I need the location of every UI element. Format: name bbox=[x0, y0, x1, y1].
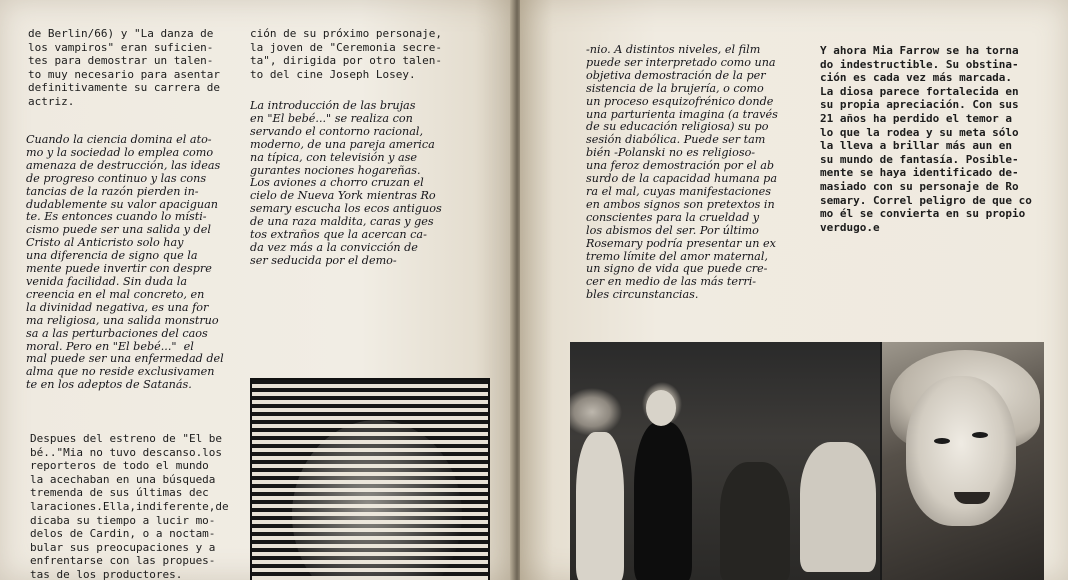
woman-figure bbox=[576, 432, 624, 580]
left-col2-handwritten-text: La introducción de las brujas en "El bebé..." se realiza con servando el contorno racional, moderno, de una pareja america na típica, con televisión y ase gurantes nociones hogareñas. Los aviones a chorro cruzan el cielo de Nueva York mientras Ro semary escucha los ecos antiguos de una raza maldita, caras y ges tos extraños que la acercan ca- da vez más a la convicción de ser seducida por el demo- bbox=[250, 100, 442, 267]
man-head bbox=[646, 390, 676, 426]
portrait-mouth bbox=[954, 492, 990, 504]
left-page bbox=[0, 0, 516, 580]
left-col1-typed-bottom: Despues del estreno de "El be bé.."Mia no tuvo descanso.los reporteros de todo el mundo la acechaban en una búsqueda tremenda de sus últimas dec laraciones.Ella,indiferente,de dicaba su tiempo a lucir mo- delos de Cardin, o a noctam- bular sus preocupaciones y a enfrentarse con las propues- tas de los productores. bbox=[30, 432, 229, 580]
left-col1-handwritten-text: Cuando la ciencia domina el ato- mo y la sociedad lo emplea como amenaza de destrucción, las ideas de progreso continuo y las cons tancias de la razón pierden in- dudablemente su valor apaciguan te. Es entonces cuando lo místi- cismo puede ser una salida y del Cristo al Anticristo solo hay una diferencia de signo que la mente puede invertir con despre venida facilidad. Sin duda la creencia en el mal concreto, en la divinidad negativa, es una for ma religiosa, una salida monstruo sa a las perturbaciones del caos moral. Pero en "El bebé..." el mal puede ser una enfermedad del alma que no reside exclusivamen te en los adeptos de Satanás. bbox=[26, 134, 224, 392]
crowd-figure bbox=[720, 462, 790, 580]
left-col2-typed-intro: ción de su próximo personaje, la joven de "Ceremonia secre- ta", dirigida por otro talen- to del cine Joseph Losey. bbox=[250, 27, 443, 81]
left-col1-typed-intro: de Berlin/66) y "La danza de los vampiros" eran suficien- tes para demostrar un talen- to muy necesario para asentar definitivamente su carrera de actriz. bbox=[28, 27, 221, 108]
film-scene-photo bbox=[570, 342, 880, 580]
portrait-right-eye bbox=[972, 432, 988, 438]
illustration-portrait-silhouette bbox=[292, 420, 462, 580]
portrait-photo bbox=[882, 342, 1044, 580]
man-in-suit-figure bbox=[634, 422, 692, 580]
right-col2-typed-text: Y ahora Mia Farrow se ha torna do indestructible. Su obstina- ción es cada vez más marcada. La diosa parece fortalecida en su propia apreciación. Con sus 21 años ha perdido el temor a lo que la rodea y su meta sólo la lleva a brillar más aun en su mundo de fantasía. Posible- mente se haya identificado de- masiado con su personaje de Ro semary. Correl peligro de que co mo él se convierta en su propio verdugo.e bbox=[820, 44, 1032, 234]
seated-man-figure bbox=[800, 442, 876, 572]
right-col1-handwritten-text: -nio. A distintos niveles, el film puede ser interpretado como una objetiva demostración de la per sistencia de la brujería, o como un proceso esquizofrénico donde una parturienta imagina (a través de su educación religiosa) su po sesión diabólica. Puede ser tam bién -Polanski no es religioso- una feroz demostración por el ab surdo de la capacidad humana pa ra el mal, cuyas manifestaciones en ambos signos son pretextos in conscientes para la crueldad y los abismos del ser. Por último Rosemary podría presentar un ex tremo límite del amor maternal, un signo de vida que puede cre- cer en medio de las más terri- bles circunstancias. bbox=[586, 44, 778, 302]
portrait-face bbox=[906, 376, 1016, 526]
film-still-photo bbox=[570, 342, 1044, 580]
striped-illustration bbox=[250, 378, 490, 580]
portrait-left-eye bbox=[934, 438, 950, 444]
